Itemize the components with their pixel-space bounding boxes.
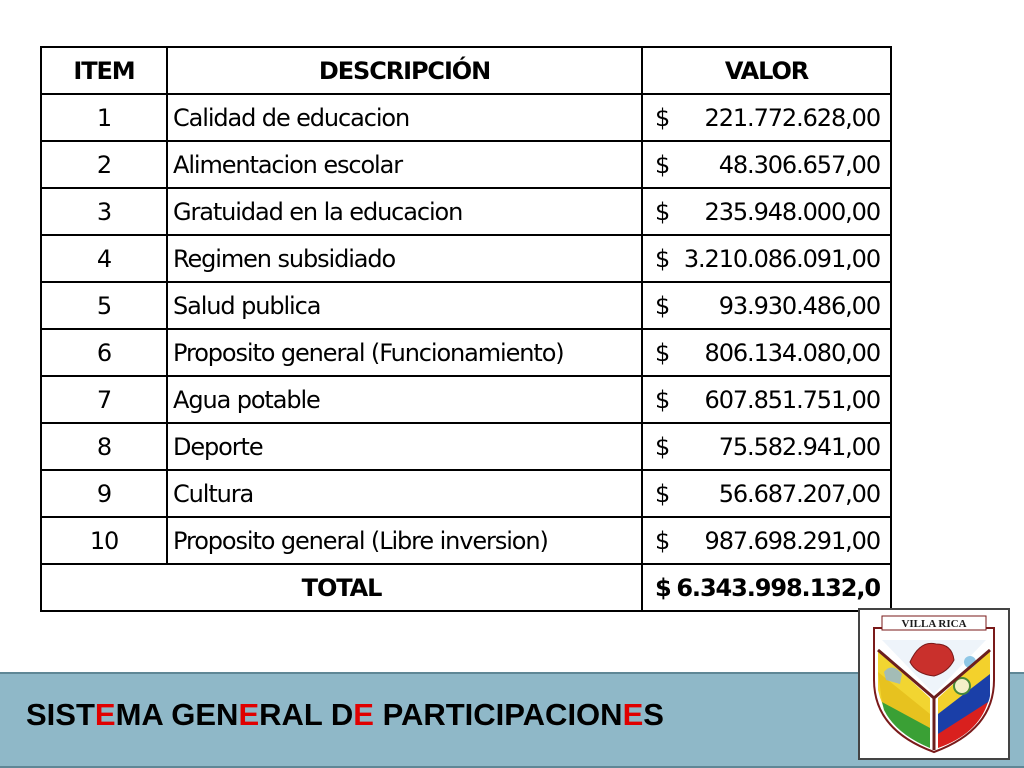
cell-description: Gratuidad en la educacion <box>167 188 642 235</box>
cell-value <box>642 282 891 329</box>
cell-item: 10 <box>41 517 167 564</box>
cell-value <box>642 235 891 282</box>
footer-title-highlight: E <box>238 697 260 732</box>
cell-item: 8 <box>41 423 167 470</box>
logo-text: VILLA RICA <box>901 618 967 630</box>
footer-title-segment: S <box>643 697 664 732</box>
cell-value <box>642 329 891 376</box>
footer-title-highlight: E <box>622 697 644 732</box>
cell-item: 1 <box>41 94 167 141</box>
cell-description: Proposito general (Libre inversion) <box>167 517 642 564</box>
amount: 607.851.751,00 <box>704 385 880 414</box>
table-row <box>41 141 891 188</box>
header-value: VALOR <box>642 47 891 94</box>
amount: 806.134.080,00 <box>704 338 880 367</box>
currency-symbol: $ <box>655 103 670 132</box>
footer-title-highlight: E <box>353 697 374 732</box>
footer-title-segment: MA GEN <box>115 697 239 732</box>
cell-value <box>642 141 891 188</box>
currency-symbol: $ <box>655 385 670 414</box>
table-row <box>41 376 891 423</box>
currency-symbol: $ <box>655 291 670 320</box>
logo-box <box>858 608 1010 760</box>
cell-description: Salud publica <box>167 282 642 329</box>
currency-symbol: $ <box>655 338 670 367</box>
footer-title-segment: RAL D <box>259 697 354 732</box>
table-row <box>41 282 891 329</box>
amount: 221.772.628,00 <box>704 103 880 132</box>
currency-symbol: $ <box>655 244 670 273</box>
table-row <box>41 235 891 282</box>
cell-value <box>642 188 891 235</box>
cell-description: Cultura <box>167 470 642 517</box>
footer-title <box>26 697 664 733</box>
amount: 48.306.657,00 <box>718 150 880 179</box>
amount: 235.948.000,00 <box>704 197 880 226</box>
cell-description: Regimen subsidiado <box>167 235 642 282</box>
amount: 75.582.941,00 <box>718 432 880 461</box>
cell-item: 2 <box>41 141 167 188</box>
cell-description: Agua potable <box>167 376 642 423</box>
coat-of-arms-icon <box>860 610 1008 758</box>
table-row <box>41 94 891 141</box>
total-value-cell <box>642 564 891 611</box>
cell-value <box>642 376 891 423</box>
amount: 93.930.486,00 <box>718 291 880 320</box>
cell-value <box>642 94 891 141</box>
total-row <box>41 564 891 611</box>
amount: 987.698.291,00 <box>704 526 880 555</box>
table-row <box>41 470 891 517</box>
cell-value <box>642 470 891 517</box>
footer-title-segment: PARTICIPACION <box>373 697 623 732</box>
cell-item: 9 <box>41 470 167 517</box>
header-item: ITEM <box>41 47 167 94</box>
currency-symbol: $ <box>655 573 671 602</box>
currency-symbol: $ <box>655 479 670 508</box>
table-row <box>41 423 891 470</box>
cell-value <box>642 423 891 470</box>
amount: 56.687.207,00 <box>718 479 880 508</box>
cell-description: Alimentacion escolar <box>167 141 642 188</box>
cell-item: 5 <box>41 282 167 329</box>
cell-description: Deporte <box>167 423 642 470</box>
footer-title-segment: SIST <box>26 697 95 732</box>
currency-symbol: $ <box>655 432 670 461</box>
table-row <box>41 329 891 376</box>
cell-value <box>642 517 891 564</box>
cell-description: Proposito general (Funcionamiento) <box>167 329 642 376</box>
currency-symbol: $ <box>655 197 670 226</box>
budget-table <box>40 46 892 612</box>
cell-item: 6 <box>41 329 167 376</box>
currency-symbol: $ <box>655 150 670 179</box>
total-label: TOTAL <box>41 564 642 611</box>
footer-title-highlight: E <box>94 697 116 732</box>
cell-item: 3 <box>41 188 167 235</box>
table-row <box>41 517 891 564</box>
table-row <box>41 188 891 235</box>
cell-item: 7 <box>41 376 167 423</box>
header-description: DESCRIPCIÓN <box>167 47 642 94</box>
cell-item: 4 <box>41 235 167 282</box>
currency-symbol: $ <box>655 526 670 555</box>
cell-description: Calidad de educacion <box>167 94 642 141</box>
amount: 3.210.086.091,00 <box>683 244 880 273</box>
total-amount: 6.343.998.132,0 <box>676 573 880 602</box>
table-header-row <box>41 47 891 94</box>
